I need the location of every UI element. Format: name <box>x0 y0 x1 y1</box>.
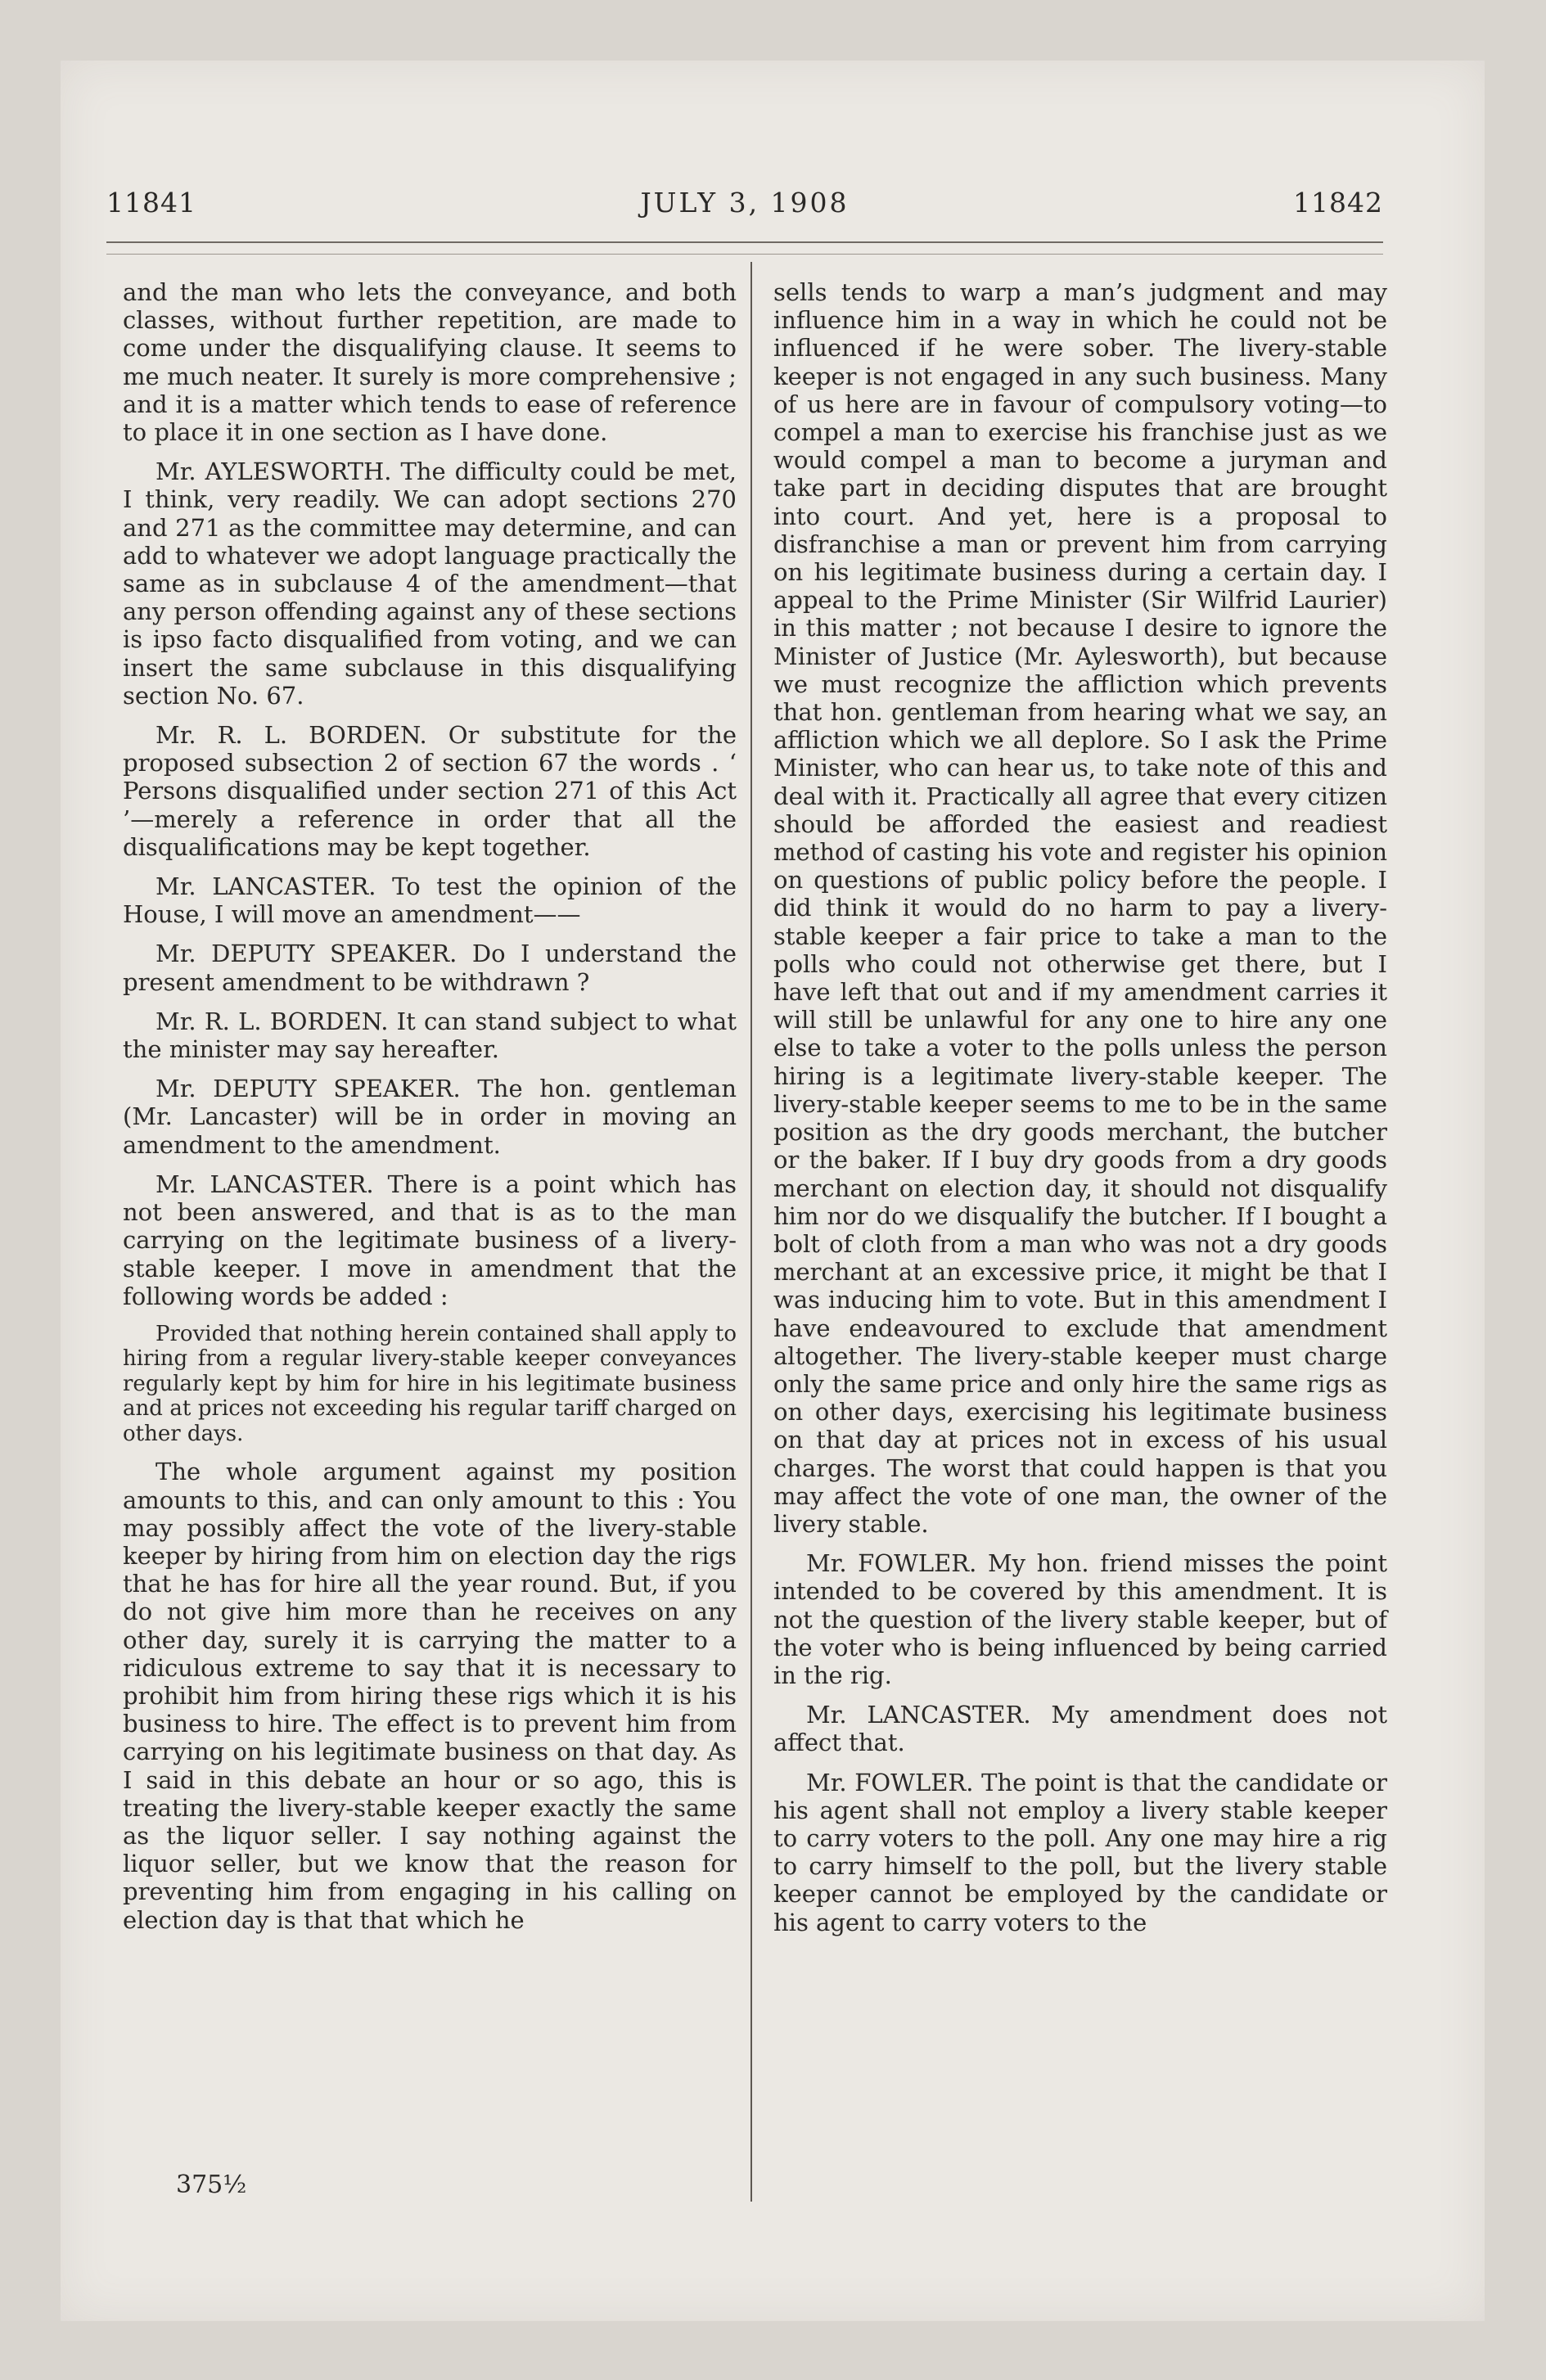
column-divider <box>750 262 752 2202</box>
left-column <box>123 278 737 1945</box>
amendment-quote: Provided that nothing herein contained shall apply to hiring from a regular livery-stable keeper conveyances regularly kept by him for hire in his legitimate business and at prices not exceeding his regular tariff charged on other days. <box>123 1321 737 1446</box>
paragraph: Mr. R. L. BORDEN. Or substitute for the proposed subsection 2 of section 67 the words . ‘ Persons disqualified under section 271 of this Act ’—merely a reference in order that all the disqualifications may be kept together. <box>123 721 737 861</box>
paragraph: and the man who lets the conveyance, and both classes, without further repetition, are made to come under the disqualifying clause. It seems to me much neater. It surely is more comprehensive ; and it is a matter which tends to ease of reference to place it in one section as I have done. <box>123 278 737 447</box>
signature-mark: 375½ <box>176 2170 247 2199</box>
paragraph: Mr. LANCASTER. There is a point which has not been answered, and that is as to the man carrying on the legitimate business of a livery-stable keeper. I move in amendment that the following words be added : <box>123 1170 737 1310</box>
paragraph: sells tends to warp a man’s judgment and may influence him in a way in which he could not be influenced if he were sober. The livery-stable keeper is not engaged in any such business. Many of us here are in favour of compulsory voting—to compel a man to exercise his franchise just as we would compel a man to become a juryman and take part in deciding disputes that are brought into court. And yet, here is a proposal to disfranchise a man or prevent him from carrying on his legitimate business during a certain day. I appeal to the Prime Minister (Sir Wilfrid Laurier) in this matter ; not because I desire to ignore the Minister of Justice (Mr. Aylesworth), but because we must recognize the affliction which prevents that hon. gentleman from hearing what we say, an affliction which we all deplore. So I ask the Prime Minister, who can hear us, to take note of this and deal with it. Practically all agree that every citizen should be afforded the easiest and readiest method of casting his vote and register his opinion on questions of public policy before the people. I did think it would do no harm to pay a livery-stable keeper a fair price to take a man to the polls who could not otherwise get there, but I have left that out and if my amendment carries it will still be unlawful for any one to hire any one else to take a voter to the polls unless the person hiring is a legitimate livery-stable keeper. The livery-stable keeper seems to me to be in the same position as the dry goods merchant, the butcher or the baker. If I buy dry goods from a dry goods merchant on election day, it should not disqualify him nor do we disqualify the butcher. If I bought a bolt of cloth from a man who was not a dry goods merchant at an excessive price, it might be that I was inducing him to vote. But in this amendment I have endeavoured to exclude that amendment altogether. The livery-stable keeper must charge only the same price and only hire the same rigs as on other days, exercising his legitimate business on that day at prices not in excess of his usual charges. The worst that could happen is that you may affect the vote of one man, the owner of the livery stable. <box>773 278 1387 1538</box>
page-date: JULY 3, 1908 <box>640 187 850 219</box>
paragraph: Mr. LANCASTER. My amendment does not affect that. <box>773 1701 1387 1757</box>
paragraph: Mr. FOWLER. The point is that the candidate or his agent shall not employ a livery stable keeper to carry voters to the poll. Any one may hire a rig to carry himself to the poll, but the livery stable keeper cannot be employed by the candidate or his agent to carry voters to the <box>773 1768 1387 1936</box>
paragraph: Mr. LANCASTER. To test the opinion of the House, I will move an amendment—— <box>123 872 737 929</box>
page-header <box>106 187 1383 228</box>
page-number-left: 11841 <box>106 187 196 219</box>
header-rule-thin <box>106 254 1383 255</box>
paragraph: Mr. DEPUTY SPEAKER. The hon. gentleman (Mr. Lancaster) will be in order in moving an amendment to the amendment. <box>123 1075 737 1159</box>
paragraph: Mr. DEPUTY SPEAKER. Do I understand the present amendment to be withdrawn ? <box>123 940 737 996</box>
paragraph: Mr. R. L. BORDEN. It can stand subject to what the minister may say hereafter. <box>123 1007 737 1064</box>
paragraph: The whole argument against my position amounts to this, and can only amount to this : You may possibly affect the vote of the livery-stable keeper by hiring from him on election day the rigs that he has for hire all the year round. But, if you do not give him more than he receives on any other day, surely it is carrying the matter to a ridiculous extreme to say that it is necessary to prohibit him from hiring these rigs which it is his business to hire. The effect is to prevent him from carrying on his legitimate business on that day. As I said in this debate an hour or so ago, this is treating the livery-stable keeper exactly the same as the liquor seller. I say nothing against the liquor seller, but we know that the reason for preventing him from engaging in his calling on election day is that that which he <box>123 1458 737 1934</box>
page-number-right: 11842 <box>1293 187 1383 219</box>
paragraph: Mr. AYLESWORTH. The difficulty could be met, I think, very readily. We can adopt sections 270 and 271 as the committee may determine, and can add to whatever we adopt language practically the same as in subclause 4 of the amendment—that any person offending against any of these sections is ipso facto disqualified from voting, and we can insert the same subclause in this disqualifying section No. 67. <box>123 458 737 710</box>
header-rule <box>106 241 1383 243</box>
paragraph: Mr. FOWLER. My hon. friend misses the point intended to be covered by this amendment. It is not the question of the livery stable keeper, but of the voter who is being influenced by being carried in the rig. <box>773 1549 1387 1689</box>
right-column <box>773 278 1387 1948</box>
